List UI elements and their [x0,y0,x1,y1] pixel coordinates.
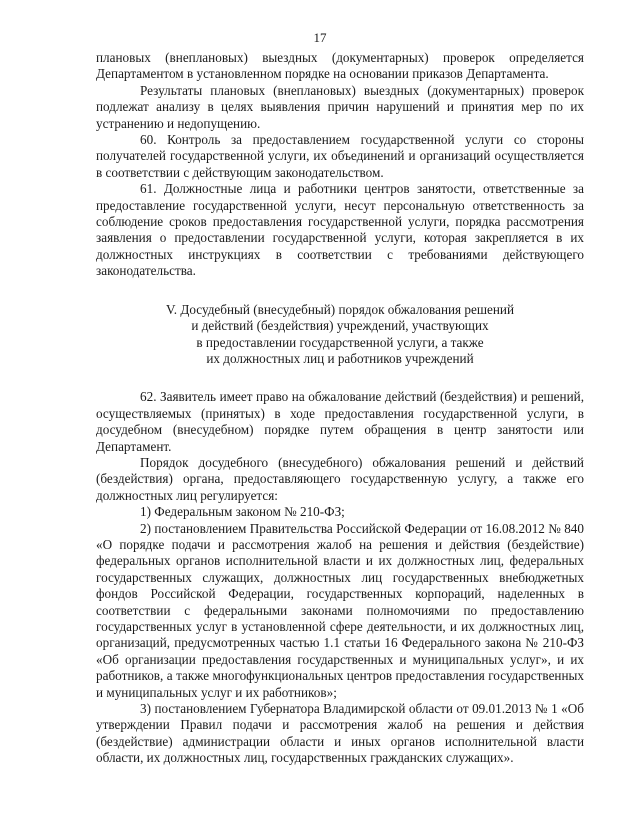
paragraph: плановых (внеплановых) выездных (документарных) проверок определяется Департаментом в установленном порядке на основании приказов Департамента. [96,50,584,82]
list-item: 1) Федеральным законом № 210-ФЗ; [140,504,345,520]
paragraph-60: 60. Контроль за предоставлением государственной услуги со стороны получателей государственной услуги, их объединений и организаций осуществляется в соответствии с действующим законодательством. [96,132,584,180]
page-number: 17 [313,30,327,45]
paragraph-61: 61. Должностные лица и работники центров занятости, ответственные за предоставление государственной услуги, несут персональную ответственность за соблюдение сроков предоставления государственной услуги, порядка рассмотрения заявления о предоставлении государственной услуги, которая закрепляется в их должностных инструкциях в соответствии с требованиями действующего законодательства. [96,181,584,279]
paragraph: Порядок досудебного (внесудебного) обжалования решений и действий (бездействия) органа, предоставляющего государственную услугу, а также его должностных лиц регулируется: [96,454,584,503]
section-heading-line: V. Досудебный (внесудебный) порядок обжалования решений [165,301,515,317]
section-heading-line: в предоставлении государственной услуги, а также [196,334,484,350]
list-item: 2) постановлением Правительства Российской Федерации от 16.08.2012 № 840 «О порядке подачи и рассмотрения жалоб на решения и действия (бездействие) федеральных органов исполнительной власти и их должностных лиц, федеральных государственных служащих, должностных лиц государственных внебюджетных фондов Российской Федерации, государственных корпораций, наделенных в соответствии с федеральными законами полномочиями по предоставлению государственных услуг в установленной сфере деятельности, и их должностных лиц, организаций, предусмотренных частью 1.1 статьи 16 Федерального закона № 210-ФЗ «Об организации предоставления государственных и муниципальных услуг», и их работников, а также многофункциональных центров предоставления государственных и муниципальных услуг и их работников»; [96,520,584,700]
section-heading-line: их должностных лиц и работников учреждений [206,350,474,366]
paragraph-62: 62. Заявитель имеет право на обжалование действий (бездействия) и решений, осуществляемых (принятых) в ходе предоставления государственной услуги, в досудебном (внесудебном) порядке путем обращения в центр занятости или Департамент. [96,389,584,454]
section-heading [96,302,584,368]
paragraph: Результаты плановых (внеплановых) выездных (документарных) проверок подлежат анализу в целях выявления причин нарушений и принятия мер по их устранению и недопущению. [96,82,584,131]
list-item: 3) постановлением Губернатора Владимирской области от 09.01.2013 № 1 «Об утверждении Правил подачи и рассмотрения жалоб на решения и действия (бездействие) администрации области и иных органов исполнительной власти области, их должностных лиц, государственных гражданских служащих». [96,701,584,766]
document-body [96,50,584,767]
section-heading-line: и действий (бездействия) учреждений, участвующих [191,318,489,334]
